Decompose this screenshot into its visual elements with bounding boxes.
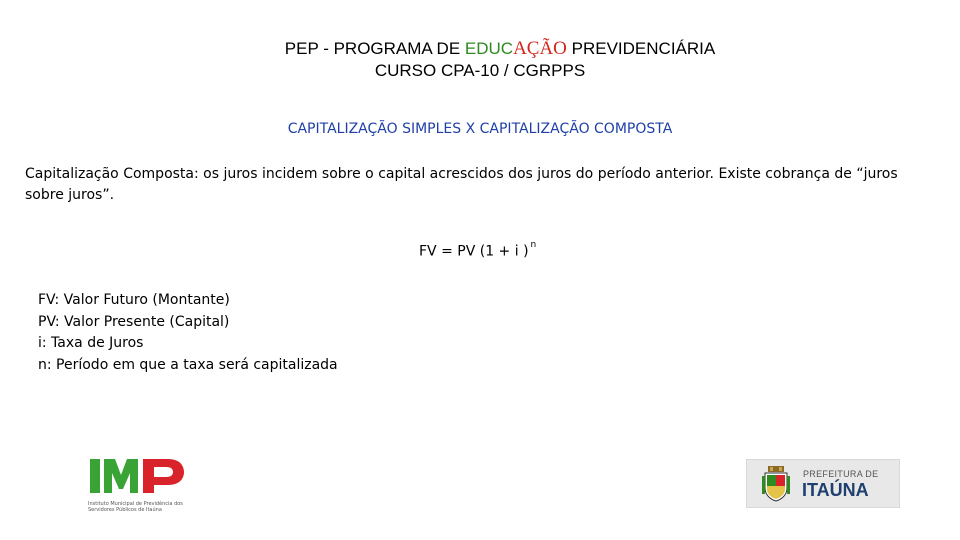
imp-logo [88,455,198,513]
definition-term: PV: [38,313,60,330]
definition-text: Valor Presente (Capital) [59,313,230,330]
definition-text: Valor Futuro (Montante) [59,292,230,308]
itauna-logo-line2: ITAÚNA [802,480,869,500]
header-title-red-word: AÇÃO [513,38,567,59]
imp-logo-tagline: Instituto Municipal de Previdência dos Servidores Públicos de Itaúna [88,501,183,513]
definition-term: FV: [38,292,60,308]
itauna-logo-line1: PREFEITURA DE [803,469,879,479]
definition-row [38,312,338,334]
header-title-green-word: EDUC [464,39,514,58]
slide-header [0,38,960,82]
coat-of-arms-icon [762,466,790,502]
itauna-logo [746,459,900,508]
definition-row [38,290,338,312]
header-title-suffix: PREVIDENCIÁRIA [566,39,716,58]
definition-term: n: [38,356,52,373]
definition-term: i: [38,335,47,351]
definition-row [38,355,338,377]
formula-exponent: n [530,240,537,250]
slide-subtitle: CAPITALIZAÇÃO SIMPLES X CAPITALIZAÇÃO COMPOSTA [287,121,673,137]
formula [419,240,537,260]
definition-paragraph: Capitalização Composta: os juros incidem sobre o capital acrescidos dos juros do período anterior. Existe cobrança de “juros sobre juros”. [25,166,898,203]
definition-text: Período em que a taxa será capitalizada [51,356,338,373]
variable-definitions [38,290,338,376]
formula-main: FV = PV (1 + i ) [419,243,529,260]
imp-logo-letters [88,455,188,495]
header-title-line1 [20,38,960,60]
definition-row [38,333,338,355]
header-title-line2: CURSO CPA-10 / CGRPPS [374,61,586,80]
definition-text: Taxa de Juros [46,335,144,351]
header-title-prefix: PEP - PROGRAMA DE [284,39,465,58]
